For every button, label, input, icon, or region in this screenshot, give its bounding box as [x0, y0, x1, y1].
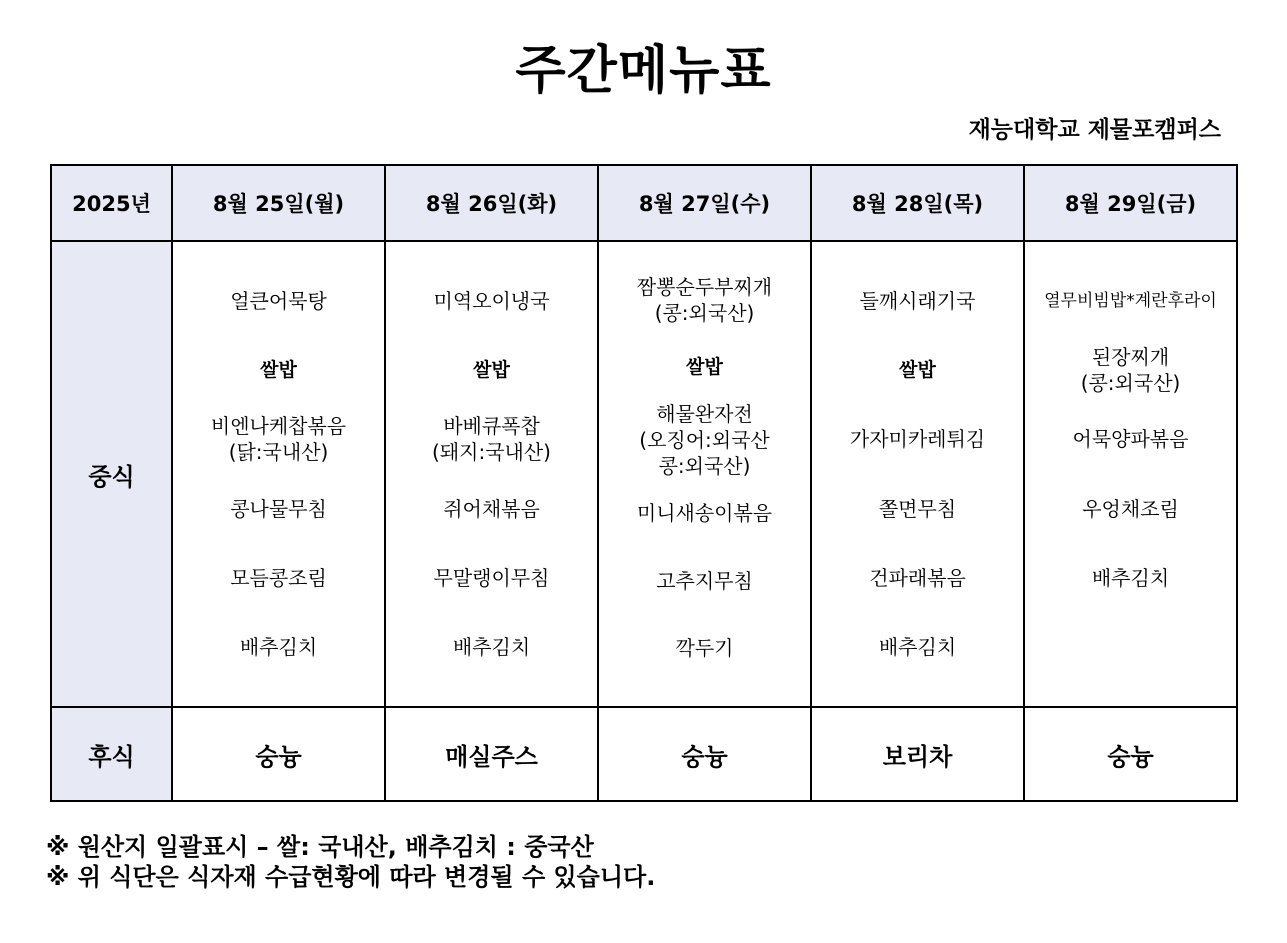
day-header-thu: 8월 28일(목) [811, 165, 1024, 241]
dish-item: 어묵양파볶음 [1072, 427, 1189, 452]
header-row [51, 165, 1237, 241]
day-header-tue: 8월 26일(화) [385, 165, 598, 241]
dish-item: 배추김치 [452, 635, 531, 660]
day-header-fri: 8월 29일(금) [1024, 165, 1237, 241]
year-header: 2025년 [51, 165, 172, 241]
dish-item: 배추김치 [878, 635, 957, 660]
lunch-cell-wed [598, 241, 811, 707]
page-title: 주간메뉴표 [515, 41, 772, 101]
snack-cell-tue: 매실주스 [385, 707, 598, 801]
snack-label: 후식 [51, 707, 172, 801]
dish-item: 건파래볶음 [869, 565, 966, 590]
dish-item: 미니새송이볶음 [636, 500, 773, 525]
lunch-cell-thu [811, 241, 1024, 707]
dish-item: 우엉채조림 [1082, 496, 1179, 521]
snack-cell-mon: 숭늉 [172, 707, 385, 801]
lunch-cell-fri [1024, 241, 1237, 707]
dish-item: 모듬콩조림 [230, 565, 327, 590]
origin-note: ※ 원산지 일괄표시 – 쌀: 국내산, 배추김치 : 중국산 [46, 833, 594, 861]
dish-item: 쌀밥 [260, 358, 297, 381]
dish-item: 들깨시래기국 [859, 288, 976, 313]
lunch-cell-mon [172, 241, 385, 707]
dish-item: 쥐어채볶음 [443, 496, 540, 521]
dish-item: 무말랭이무침 [433, 565, 550, 590]
notes [46, 832, 655, 892]
snack-cell-thu: 보리차 [811, 707, 1024, 801]
day-header-mon: 8월 25일(월) [172, 165, 385, 241]
lunch-row [51, 241, 1237, 707]
snack-row [51, 707, 1237, 801]
dish-item: 열무비빔밥*계란후라이 [1044, 290, 1217, 311]
lunch-label: 중식 [51, 241, 172, 707]
dish-item: 바베큐폭찹 (돼지:국내산) [432, 414, 551, 465]
dish-item: 고추지무침 [656, 568, 753, 593]
day-header-wed: 8월 27일(수) [598, 165, 811, 241]
dish-item: 쌀밥 [473, 358, 510, 381]
dish-item: 짬뽕순두부찌개 (콩:외국산) [636, 274, 773, 325]
change-note: ※ 위 식단은 식자재 수급현황에 따라 변경될 수 있습니다. [46, 863, 656, 891]
snack-cell-fri: 숭늉 [1024, 707, 1237, 801]
dish-item: 콩나물무침 [230, 496, 327, 521]
dish-item: 얼큰어묵탕 [230, 288, 327, 313]
dish-item: 미역오이냉국 [433, 288, 550, 313]
dish-item [1025, 613, 1236, 682]
dish-item: 배추김치 [239, 635, 318, 660]
dish-item: 쌀밥 [686, 356, 723, 379]
dish-item: 쌀밥 [899, 358, 936, 381]
dish-item: 된장찌개 (콩:외국산) [1080, 344, 1181, 395]
snack-cell-wed: 숭늉 [598, 707, 811, 801]
lunch-cell-tue [385, 241, 598, 707]
dish-item: 배추김치 [1091, 565, 1170, 590]
dish-item: 가자미카레튀김 [849, 427, 986, 452]
weekly-menu-table [50, 164, 1238, 802]
dish-item: 비엔나케찹볶음 (닭:국내산) [210, 414, 347, 465]
campus-name: 재능대학교 제물포캠퍼스 [968, 117, 1221, 143]
dish-item: 해물완자전 (오징어:외국산 콩:외국산) [639, 402, 770, 479]
dish-item: 쫄면무침 [878, 496, 957, 521]
dish-item: 깍두기 [675, 636, 734, 661]
